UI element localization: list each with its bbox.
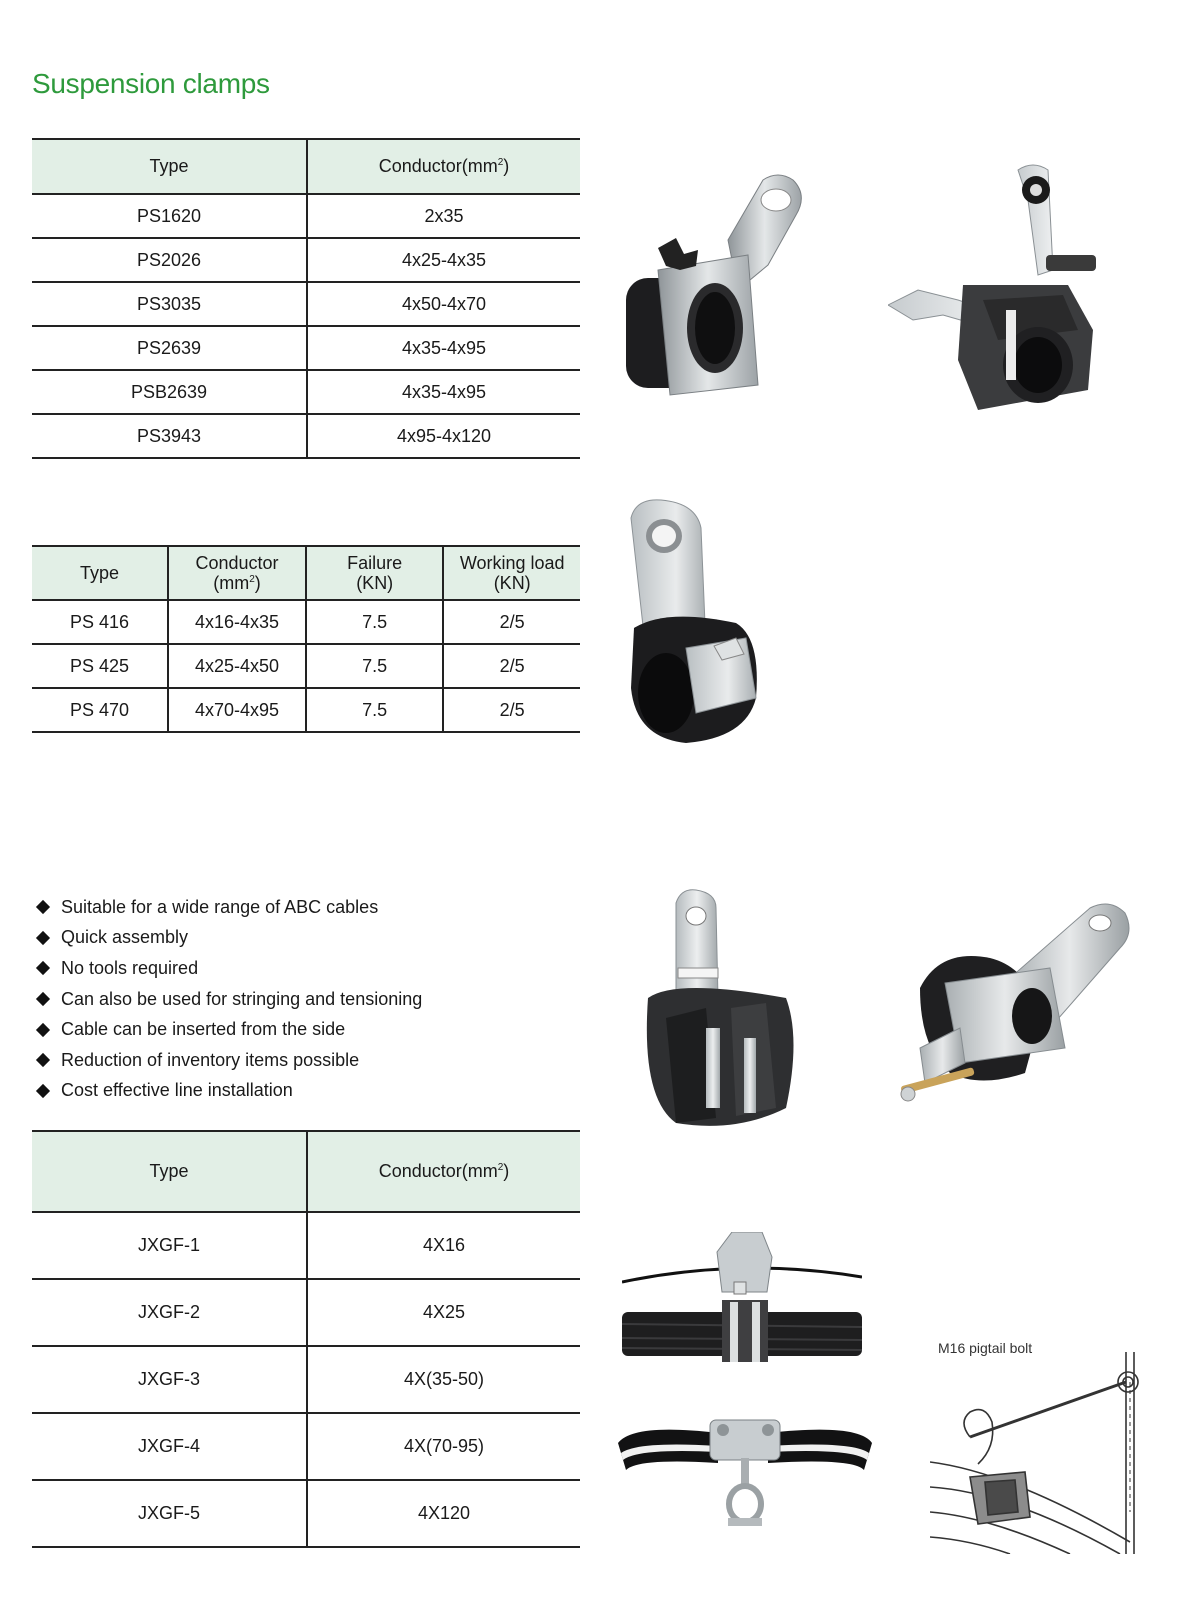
cell-working-load: 2/5 (499, 612, 525, 632)
header-conductor: $Conductor(mm^2)$ (307, 139, 580, 194)
cell-conductor: 4x35-4x95 (401, 337, 487, 358)
clamp-installed-photo (622, 1232, 862, 1366)
clamp-photo-ps (618, 170, 816, 402)
pigtail-bolt-diagram (930, 1352, 1144, 1554)
header-type: Type (32, 139, 307, 194)
clamp-photo-bracket (888, 160, 1106, 415)
cell-conductor: 4X120 (417, 1503, 471, 1523)
cell-type: PS2026 (32, 238, 307, 282)
table-row (32, 644, 580, 688)
cell-failure: 7.5 (306, 600, 443, 644)
diamond-bullet-icon (36, 900, 50, 914)
cell-failure: 7.5 (306, 688, 443, 732)
table-row (32, 194, 580, 238)
table-header-row (32, 546, 580, 600)
page-title: Suspension clamps (32, 68, 270, 99)
diamond-bullet-icon (36, 1084, 50, 1098)
table-row (32, 600, 580, 644)
cell-conductor: 2x35 (424, 205, 464, 226)
table-row (32, 238, 580, 282)
cell-type: PS2639 (32, 326, 307, 370)
clamp-strap-photo (618, 1408, 872, 1530)
list-item: No tools required (34, 953, 422, 984)
clamp-photo-ps416 (626, 498, 764, 748)
header-type: Type (32, 546, 168, 600)
cell-type: JXGF-4 (32, 1413, 307, 1480)
cell-conductor: 4X25 (422, 1302, 466, 1322)
table-row (32, 1346, 580, 1413)
suspension-clamp-table-load (32, 545, 580, 733)
table-header-row (32, 139, 580, 194)
cell-type: PS 425 (32, 644, 168, 688)
cell-type: PS3943 (32, 414, 307, 458)
table-row (32, 1212, 580, 1279)
cell-type: JXGF-5 (32, 1480, 307, 1547)
cell-type: PS 416 (32, 600, 168, 644)
cell-type: JXGF-3 (32, 1346, 307, 1413)
diamond-bullet-icon (36, 1053, 50, 1067)
header-conductor: Conductor $(mm^2)$ (168, 546, 306, 600)
cell-working-load: 2/5 (499, 700, 525, 720)
header-type: Type (32, 1131, 307, 1212)
cell-type: PS1620 (32, 194, 307, 238)
header-working-load: Working load (KN) (443, 546, 580, 600)
pigtail-bolt-label: M16 pigtail bolt (938, 1340, 1033, 1356)
cell-conductor: 4X(70-95) (403, 1436, 485, 1456)
table-row (32, 1480, 580, 1547)
cell-conductor: 4x35-4x95 (401, 381, 487, 402)
cell-conductor: 4X16 (422, 1235, 466, 1255)
table-row (32, 1279, 580, 1346)
list-item: Can also be used for stringing and tensioning (34, 984, 422, 1015)
cell-type: PS3035 (32, 282, 307, 326)
cell-conductor: 4x50-4x70 (401, 293, 487, 314)
cell-type: PS 470 (32, 688, 168, 732)
table-row (32, 282, 580, 326)
header-failure: Failure (KN) (306, 546, 443, 600)
clamp-photo-abc (636, 888, 804, 1138)
suspension-clamp-table-ps (32, 138, 580, 459)
cell-conductor: 4x16-4x35 (168, 600, 306, 644)
table-row (32, 414, 580, 458)
table-row (32, 326, 580, 370)
diamond-bullet-icon (36, 1023, 50, 1037)
clamp-photo-cast (900, 898, 1140, 1128)
feature-list (34, 892, 422, 1106)
table-header-row (32, 1131, 580, 1212)
table-row (32, 1413, 580, 1480)
diamond-bullet-icon (36, 931, 50, 945)
list-item: Reduction of inventory items possible (34, 1045, 422, 1076)
list-item: Cost effective line installation (34, 1076, 422, 1107)
diamond-bullet-icon (36, 961, 50, 975)
table-row (32, 370, 580, 414)
cell-conductor: 4x25-4x35 (401, 249, 487, 270)
cell-working-load: 2/5 (499, 656, 525, 676)
cell-conductor: 4X(35-50) (403, 1369, 485, 1389)
list-item: Quick assembly (34, 923, 422, 954)
suspension-clamp-table-jxgf (32, 1130, 580, 1548)
table-row (32, 688, 580, 732)
cell-type: JXGF-1 (32, 1212, 307, 1279)
cell-conductor: 4x25-4x50 (168, 644, 306, 688)
cell-conductor: 4x70-4x95 (168, 688, 306, 732)
list-item: Cable can be inserted from the side (34, 1014, 422, 1045)
cell-conductor: 4x95-4x120 (396, 425, 492, 446)
header-conductor: $Conductor(mm^2)$ (307, 1131, 580, 1212)
list-item: Suitable for a wide range of ABC cables (34, 892, 422, 923)
cell-failure: 7.5 (306, 644, 443, 688)
cell-type: JXGF-2 (32, 1279, 307, 1346)
cell-type: PSB2639 (32, 370, 307, 414)
diamond-bullet-icon (36, 992, 50, 1006)
